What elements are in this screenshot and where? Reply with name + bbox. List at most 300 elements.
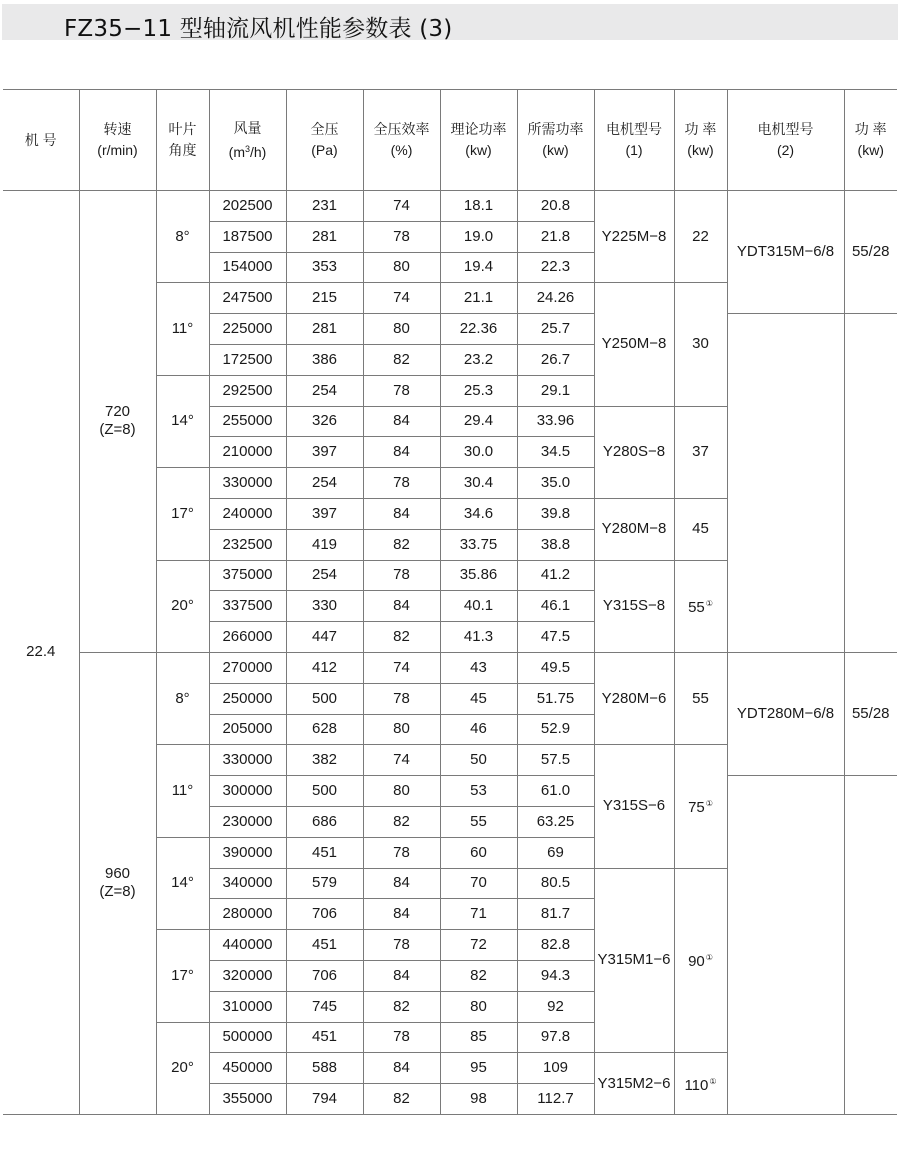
required-power-cell (517, 560, 594, 591)
required-power-cell (517, 622, 594, 653)
required-power-cell (517, 652, 594, 683)
title-bar (2, 4, 898, 40)
power-1-cell (674, 1053, 727, 1115)
pressure-cell-text: 353 (311, 258, 338, 276)
pressure-cell (286, 560, 363, 591)
pressure-cell-text: 231 (311, 196, 338, 214)
required-power-cell-text: 112.7 (537, 1090, 574, 1107)
theory-power-cell-text: 55 (470, 812, 487, 830)
efficiency-cell-text: 78 (393, 566, 410, 584)
motor-1-cell-text: Y250M−8 (601, 335, 667, 353)
airflow-cell-text: 280000 (222, 905, 273, 923)
efficiency-cell-text: 78 (393, 1028, 410, 1046)
pressure-cell (286, 591, 363, 622)
efficiency-cell (363, 591, 440, 622)
theory-power-cell-text: 30.0 (463, 443, 494, 461)
required-power-cell (517, 283, 594, 314)
power-1-cell-text: 75 (688, 799, 705, 817)
pressure-cell (286, 837, 363, 868)
speed-cell-text: 720 (104, 403, 131, 421)
header-speed: 转速 (r/min) (79, 90, 156, 191)
header-row (3, 90, 897, 191)
motor-1-cell-text: Y315S−6 (602, 797, 666, 815)
motor-1-cell (594, 498, 674, 560)
efficiency-cell-text: 78 (393, 689, 410, 707)
pressure-cell (286, 283, 363, 314)
airflow-cell-text: 355000 (222, 1090, 273, 1107)
theory-power-cell (440, 344, 517, 375)
required-power-cell-text: 49.5 (540, 658, 571, 676)
pressure-cell (286, 375, 363, 406)
theory-power-cell (440, 776, 517, 807)
power-2-cell (844, 191, 897, 314)
power-1-cell-text: 55 (692, 689, 709, 707)
theory-power-cell (440, 406, 517, 437)
footnote-mark: ① (705, 599, 713, 609)
efficiency-cell (363, 283, 440, 314)
airflow-cell (209, 930, 286, 961)
pressure-cell (286, 652, 363, 683)
efficiency-cell (363, 344, 440, 375)
airflow-cell (209, 591, 286, 622)
theory-power-cell-text: 29.4 (463, 412, 494, 430)
airflow-cell-text: 310000 (222, 997, 273, 1015)
efficiency-cell (363, 1022, 440, 1053)
airflow-cell-text: 202500 (222, 196, 273, 214)
blade-angle-cell-text: 20° (171, 1059, 194, 1077)
motor-1-cell-text: Y315M1−6 (597, 951, 671, 969)
theory-power-cell (440, 622, 517, 653)
airflow-cell (209, 683, 286, 714)
efficiency-cell-text: 78 (393, 381, 410, 399)
pressure-cell (286, 437, 363, 468)
required-power-cell-text: 97.8 (540, 1028, 571, 1046)
pressure-cell-text: 686 (311, 812, 338, 830)
airflow-cell-text: 172500 (222, 350, 273, 368)
pressure-cell (286, 899, 363, 930)
power-2-cell (844, 652, 897, 775)
theory-power-cell-text: 18.1 (463, 196, 494, 214)
airflow-cell-text: 440000 (222, 936, 273, 954)
airflow-cell (209, 283, 286, 314)
theory-power-cell-text: 72 (470, 936, 487, 954)
airflow-cell (209, 560, 286, 591)
motor-1-cell (594, 191, 674, 283)
blade-angle-cell (156, 468, 209, 560)
required-power-cell-text: 109 (542, 1059, 569, 1077)
motor-2-cell (727, 191, 844, 314)
efficiency-cell-text: 84 (393, 597, 410, 615)
efficiency-cell (363, 375, 440, 406)
pressure-cell (286, 991, 363, 1022)
efficiency-cell-text: 78 (393, 227, 410, 245)
required-power-cell-text: 69 (547, 843, 564, 861)
header-motor-1: 电机型号 (1) (594, 90, 674, 191)
required-power-cell-text: 39.8 (540, 504, 571, 522)
blade-angle-cell-text: 8° (175, 227, 190, 245)
pressure-cell (286, 1084, 363, 1115)
required-power-cell-text: 94.3 (540, 966, 571, 984)
required-power-cell (517, 1084, 594, 1115)
theory-power-cell-text: 82 (470, 966, 487, 984)
airflow-cell (209, 344, 286, 375)
required-power-cell (517, 683, 594, 714)
pressure-cell-text: 745 (311, 997, 338, 1015)
blade-angle-cell (156, 283, 209, 375)
airflow-cell-text: 205000 (222, 720, 273, 738)
required-power-cell (517, 191, 594, 222)
power-1-cell-text: 37 (692, 443, 709, 461)
pressure-cell (286, 868, 363, 899)
airflow-cell-text: 240000 (222, 504, 273, 522)
required-power-cell-text: 29.1 (540, 381, 571, 399)
power-1-cell-text: 45 (692, 520, 709, 538)
theory-power-cell-text: 60 (470, 843, 487, 861)
required-power-cell (517, 344, 594, 375)
theory-power-cell-text: 98 (470, 1090, 487, 1107)
blade-angle-cell (156, 837, 209, 929)
header-motor-2: 电机型号 (2) (727, 90, 844, 191)
theory-power-cell (440, 437, 517, 468)
efficiency-cell (363, 776, 440, 807)
power-1-cell (674, 652, 727, 744)
airflow-cell (209, 652, 286, 683)
efficiency-cell (363, 498, 440, 529)
header-theory-power: 理论功率 (kw) (440, 90, 517, 191)
motor-1-cell (594, 406, 674, 498)
airflow-cell (209, 960, 286, 991)
airflow-cell-text: 270000 (222, 658, 273, 676)
required-power-cell-text: 24.26 (536, 289, 575, 307)
efficiency-cell (363, 221, 440, 252)
blade-angle-cell-text: 17° (171, 504, 194, 522)
pressure-cell (286, 468, 363, 499)
theory-power-cell (440, 745, 517, 776)
airflow-cell (209, 868, 286, 899)
theory-power-cell (440, 314, 517, 345)
efficiency-cell-text: 78 (393, 936, 410, 954)
required-power-cell-text: 34.5 (540, 443, 571, 461)
efficiency-cell-text: 84 (393, 412, 410, 430)
theory-power-cell-text: 19.4 (463, 258, 494, 276)
efficiency-cell-text: 78 (393, 843, 410, 861)
efficiency-cell (363, 437, 440, 468)
blade-angle-cell (156, 560, 209, 652)
required-power-cell-text: 63.25 (536, 812, 575, 830)
airflow-cell-text: 250000 (222, 689, 273, 707)
footnote-mark: ① (709, 1076, 717, 1086)
airflow-cell (209, 622, 286, 653)
required-power-cell (517, 468, 594, 499)
required-power-cell (517, 406, 594, 437)
header-airflow: 风量 $(m^3/h)$ (209, 90, 286, 191)
required-power-cell (517, 221, 594, 252)
pressure-cell (286, 745, 363, 776)
power-1-cell-text: 55 (688, 599, 705, 617)
theory-power-cell-text: 34.6 (463, 504, 494, 522)
pressure-cell-text: 386 (311, 350, 338, 368)
efficiency-cell-text: 84 (393, 504, 410, 522)
motor-2-cell (727, 314, 844, 653)
pressure-cell (286, 1053, 363, 1084)
pressure-cell (286, 406, 363, 437)
theory-power-cell (440, 375, 517, 406)
efficiency-cell (363, 622, 440, 653)
pressure-cell (286, 529, 363, 560)
efficiency-cell-text: 80 (393, 782, 410, 800)
airflow-cell (209, 1022, 286, 1053)
pressure-cell-text: 451 (311, 1028, 338, 1046)
efficiency-cell-text: 74 (393, 751, 410, 769)
pressure-cell-text: 447 (311, 628, 338, 646)
efficiency-cell-text: 80 (393, 320, 410, 338)
motor-1-cell-text: Y315M2−6 (597, 1074, 671, 1092)
theory-power-cell-text: 95 (470, 1059, 487, 1077)
motor-1-cell-text: Y225M−8 (601, 227, 667, 245)
airflow-cell-text: 225000 (222, 320, 273, 338)
motor-1-cell-text: Y280S−8 (602, 443, 666, 461)
pressure-cell (286, 806, 363, 837)
blade-angle-cell (156, 652, 209, 744)
airflow-cell-text: 337500 (222, 597, 273, 615)
pressure-cell (286, 252, 363, 283)
machine-no-cell-text: 22.4 (26, 643, 56, 661)
pressure-cell (286, 714, 363, 745)
efficiency-cell-text: 78 (393, 474, 410, 492)
efficiency-cell (363, 529, 440, 560)
required-power-cell-text: 25.7 (540, 320, 571, 338)
pressure-cell (286, 776, 363, 807)
efficiency-cell (363, 960, 440, 991)
power-2-cell-text: 55/28 (851, 243, 890, 261)
theory-power-cell (440, 960, 517, 991)
required-power-cell (517, 591, 594, 622)
airflow-cell-text: 292500 (222, 381, 273, 399)
efficiency-cell-text: 84 (393, 966, 410, 984)
required-power-cell-text: 38.8 (540, 535, 571, 553)
airflow-cell (209, 776, 286, 807)
airflow-cell-text: 210000 (222, 443, 273, 461)
theory-power-cell (440, 868, 517, 899)
pressure-cell-text: 706 (311, 905, 338, 923)
blade-angle-cell-text: 20° (171, 597, 194, 615)
power-2-cell-text: 55/28 (851, 705, 890, 723)
header-power-1: 功 率 (kw) (674, 90, 727, 191)
speed-cell-text: 960 (104, 865, 131, 883)
header-pressure: 全压 (Pa) (286, 90, 363, 191)
header-required-power: 所需功率 (kw) (517, 90, 594, 191)
pressure-cell (286, 960, 363, 991)
pressure-cell-text: 500 (311, 782, 338, 800)
blade-angle-cell (156, 375, 209, 467)
pressure-cell-text: 281 (311, 320, 338, 338)
motor-2-cell-text: YDT315M−6/8 (736, 243, 835, 261)
power-1-cell-text: 110 (684, 1076, 709, 1094)
pressure-cell-text: 397 (311, 443, 338, 461)
power-1-cell (674, 560, 727, 652)
motor-1-cell (594, 560, 674, 652)
blade-angle-cell-text: 14° (171, 412, 194, 430)
power-2-cell (844, 776, 897, 1115)
efficiency-cell (363, 252, 440, 283)
efficiency-cell-text: 82 (393, 1090, 410, 1107)
efficiency-cell (363, 560, 440, 591)
theory-power-cell-text: 50 (470, 751, 487, 769)
header-power-2: 功 率 (kw) (844, 90, 897, 191)
airflow-cell (209, 406, 286, 437)
pressure-cell (286, 622, 363, 653)
pressure-cell (286, 930, 363, 961)
airflow-cell-text: 300000 (222, 782, 273, 800)
pressure-cell-text: 215 (311, 289, 338, 307)
pressure-cell (286, 1022, 363, 1053)
efficiency-cell (363, 191, 440, 222)
theory-power-cell (440, 191, 517, 222)
theory-power-cell (440, 714, 517, 745)
efficiency-cell-text: 82 (393, 812, 410, 830)
theory-power-cell-text: 71 (470, 905, 487, 923)
airflow-cell-text: 330000 (222, 474, 273, 492)
airflow-cell-text: 450000 (222, 1059, 273, 1077)
pressure-cell-text: 412 (311, 658, 338, 676)
pressure-cell-text: 451 (311, 936, 338, 954)
theory-power-cell-text: 22.36 (459, 320, 498, 338)
power-1-cell-text: 90 (688, 953, 705, 971)
airflow-cell (209, 806, 286, 837)
theory-power-cell-text: 70 (470, 874, 487, 892)
airflow-cell-text: 266000 (222, 628, 273, 646)
motor-1-cell-text: Y280M−8 (601, 520, 667, 538)
pressure-cell-text: 588 (311, 1059, 338, 1077)
airflow-cell (209, 1084, 286, 1115)
efficiency-cell-text: 82 (393, 628, 410, 646)
theory-power-cell (440, 529, 517, 560)
required-power-cell (517, 252, 594, 283)
efficiency-cell (363, 406, 440, 437)
theory-power-cell (440, 991, 517, 1022)
required-power-cell (517, 498, 594, 529)
required-power-cell-text: 81.7 (540, 905, 571, 923)
pressure-cell-text: 451 (311, 843, 338, 861)
efficiency-cell-text: 84 (393, 905, 410, 923)
motor-1-cell (594, 283, 674, 406)
airflow-cell (209, 498, 286, 529)
theory-power-cell (440, 252, 517, 283)
airflow-cell (209, 714, 286, 745)
theory-power-cell-text: 23.2 (463, 350, 494, 368)
required-power-cell-text: 33.96 (536, 412, 575, 430)
airflow-cell-text: 340000 (222, 874, 273, 892)
pressure-cell-text: 254 (311, 566, 338, 584)
efficiency-cell-text: 82 (393, 535, 410, 553)
efficiency-cell (363, 1053, 440, 1084)
theory-power-cell (440, 930, 517, 961)
required-power-cell (517, 806, 594, 837)
efficiency-cell (363, 806, 440, 837)
efficiency-cell-text: 80 (393, 720, 410, 738)
required-power-cell-text: 20.8 (540, 196, 571, 214)
efficiency-cell (363, 899, 440, 930)
efficiency-cell-text: 84 (393, 1059, 410, 1077)
pressure-cell (286, 683, 363, 714)
airflow-cell-text: 247500 (222, 289, 273, 307)
airflow-cell (209, 314, 286, 345)
theory-power-cell-text: 45 (470, 689, 487, 707)
pressure-cell (286, 498, 363, 529)
blade-angle-cell (156, 1022, 209, 1114)
required-power-cell-text: 21.8 (540, 227, 571, 245)
theory-power-cell (440, 498, 517, 529)
pressure-cell (286, 344, 363, 375)
airflow-cell (209, 899, 286, 930)
theory-power-cell-text: 21.1 (463, 289, 494, 307)
motor-1-cell (594, 745, 674, 868)
airflow-cell (209, 437, 286, 468)
airflow-cell (209, 837, 286, 868)
theory-power-cell-text: 85 (470, 1028, 487, 1046)
motor-1-cell (594, 1053, 674, 1115)
blade-angle-cell (156, 930, 209, 1022)
theory-power-cell-text: 35.86 (459, 566, 498, 584)
blade-angle-cell-text: 11° (171, 320, 194, 338)
theory-power-cell (440, 683, 517, 714)
airflow-cell (209, 468, 286, 499)
required-power-cell (517, 714, 594, 745)
motor-1-cell-text: Y315S−8 (602, 597, 666, 615)
efficiency-cell-text: 82 (393, 997, 410, 1015)
pressure-cell-text: 579 (311, 874, 338, 892)
theory-power-cell-text: 25.3 (463, 381, 494, 399)
machine-no-cell (3, 191, 79, 1115)
efficiency-cell (363, 1084, 440, 1115)
power-1-cell (674, 498, 727, 560)
theory-power-cell (440, 283, 517, 314)
required-power-cell (517, 437, 594, 468)
table-body (3, 191, 897, 1115)
efficiency-cell-text: 80 (393, 258, 410, 276)
power-1-cell (674, 191, 727, 283)
efficiency-cell-text: 84 (393, 874, 410, 892)
footnote-mark: ① (705, 953, 713, 963)
pressure-cell (286, 314, 363, 345)
required-power-cell (517, 529, 594, 560)
required-power-cell (517, 314, 594, 345)
blade-angle-cell-text: 8° (175, 689, 190, 707)
pressure-cell-text: 281 (311, 227, 338, 245)
theory-power-cell (440, 468, 517, 499)
power-2-cell (844, 314, 897, 653)
efficiency-cell-text: 74 (393, 196, 410, 214)
theory-power-cell (440, 1022, 517, 1053)
required-power-cell-text: 46.1 (540, 597, 571, 615)
motor-1-cell-text: Y280M−6 (601, 689, 667, 707)
required-power-cell-text: 82.8 (540, 936, 571, 954)
airflow-cell-text: 330000 (222, 751, 273, 769)
theory-power-cell-text: 33.75 (459, 535, 498, 553)
table-row (3, 191, 897, 222)
airflow-cell-text: 375000 (222, 566, 273, 584)
efficiency-cell-text: 74 (393, 658, 410, 676)
airflow-cell (209, 1053, 286, 1084)
pressure-cell-text: 419 (311, 535, 338, 553)
theory-power-cell-text: 53 (470, 782, 487, 800)
pressure-cell-text: 706 (311, 966, 338, 984)
efficiency-cell-text: 74 (393, 289, 410, 307)
required-power-cell-text: 35.0 (540, 474, 571, 492)
pressure-cell-text: 628 (311, 720, 338, 738)
pressure-cell-text: 382 (311, 751, 338, 769)
required-power-cell (517, 375, 594, 406)
